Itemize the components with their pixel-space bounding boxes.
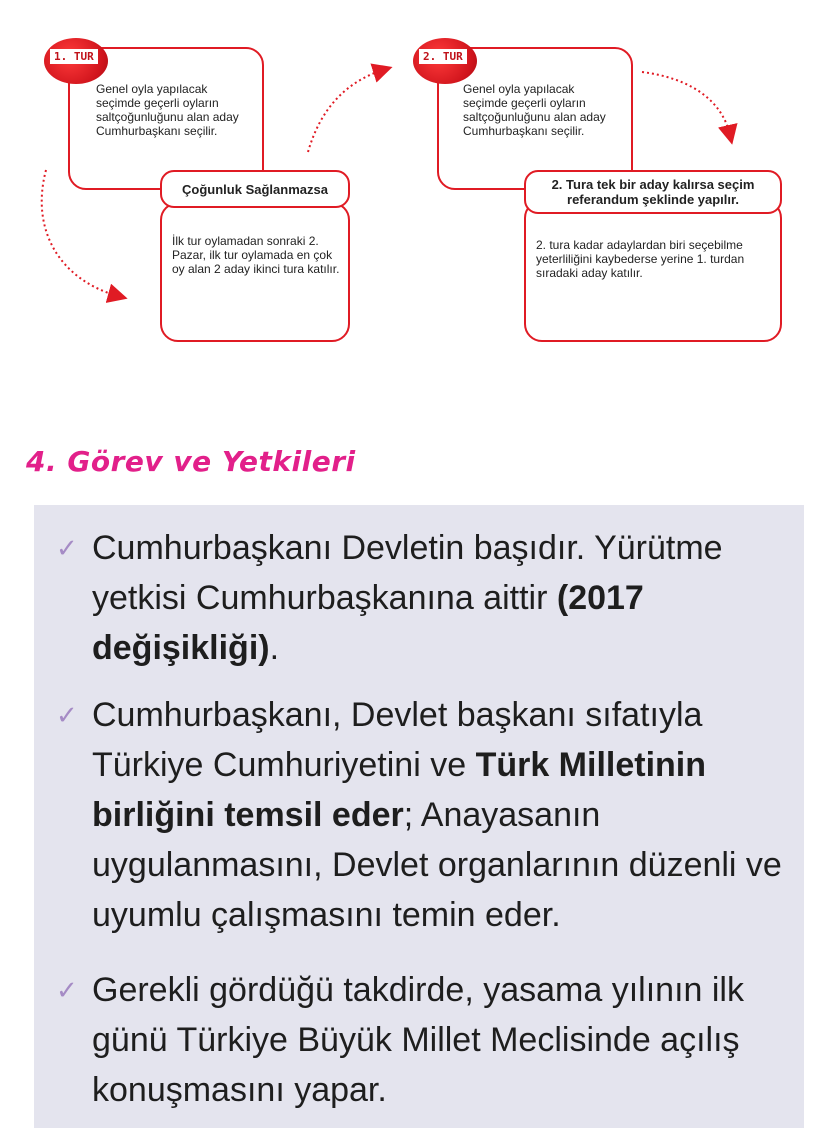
arrow-round2-down <box>642 72 730 135</box>
round1-badge-label: 1. TUR <box>50 49 98 64</box>
round2-badge-label: 2. TUR <box>419 49 467 64</box>
duties-panel <box>34 505 804 1128</box>
round2-sub-text: 2. tura kadar adaylardan biri seçebilme yeterliliğini kaybederse yerine 1. turdan sıradaki aday katılır. <box>536 238 745 280</box>
duty-item-text: Gerekli gördüğü takdirde, yasama yılının ilk günü Türkiye Büyük Millet Meclisinde açılış konuşmasını yapar. <box>92 971 744 1109</box>
duty-item-text: Cumhurbaşkanı, Devlet başkanı sıfatıyla Türkiye Cumhuriyetini ve Türk Milletinin birliğini temsil eder; Anayasanın uygulanmasını, Devlet organlarının düzenli ve uyumlu çalışmasını temin eder. <box>92 696 782 934</box>
check-icon: ✓ <box>56 975 78 1005</box>
round2-main-text: Genel oyla yapılacak seçimde geçerli oyların saltçoğunluğunu alan aday Cumhurbaşkanı seçilir. <box>463 82 606 138</box>
round1-head: Çoğunluk Sağlanmazsa <box>160 170 350 208</box>
round1-main-text: Genel oyla yapılacak seçimde geçerli oyların saltçoğunluğunu alan aday Cumhurbaşkanı seçilir. <box>96 82 239 138</box>
election-diagram <box>0 0 820 380</box>
arrow-round1-to-round2 <box>308 70 383 152</box>
round1-badge <box>44 38 108 84</box>
duty-item-text: Cumhurbaşkanı Devletin başıdır. Yürütme yetkisi Cumhurbaşkanına aittir (2017 değişikliği). <box>92 529 723 667</box>
round2-badge <box>413 38 477 84</box>
section-title: 4. Görev ve Yetkileri <box>26 445 356 478</box>
check-icon: ✓ <box>56 533 78 563</box>
round1-sub-text: İlk tur oylamadan sonraki 2. Pazar, ilk tur oylamada en çok oy alan 2 aday ikinci tura katılır. <box>172 234 340 276</box>
round2-head: 2. Tura tek bir aday kalırsa seçim referandum şeklinde yapılır. <box>524 170 782 214</box>
check-icon: ✓ <box>56 700 78 730</box>
